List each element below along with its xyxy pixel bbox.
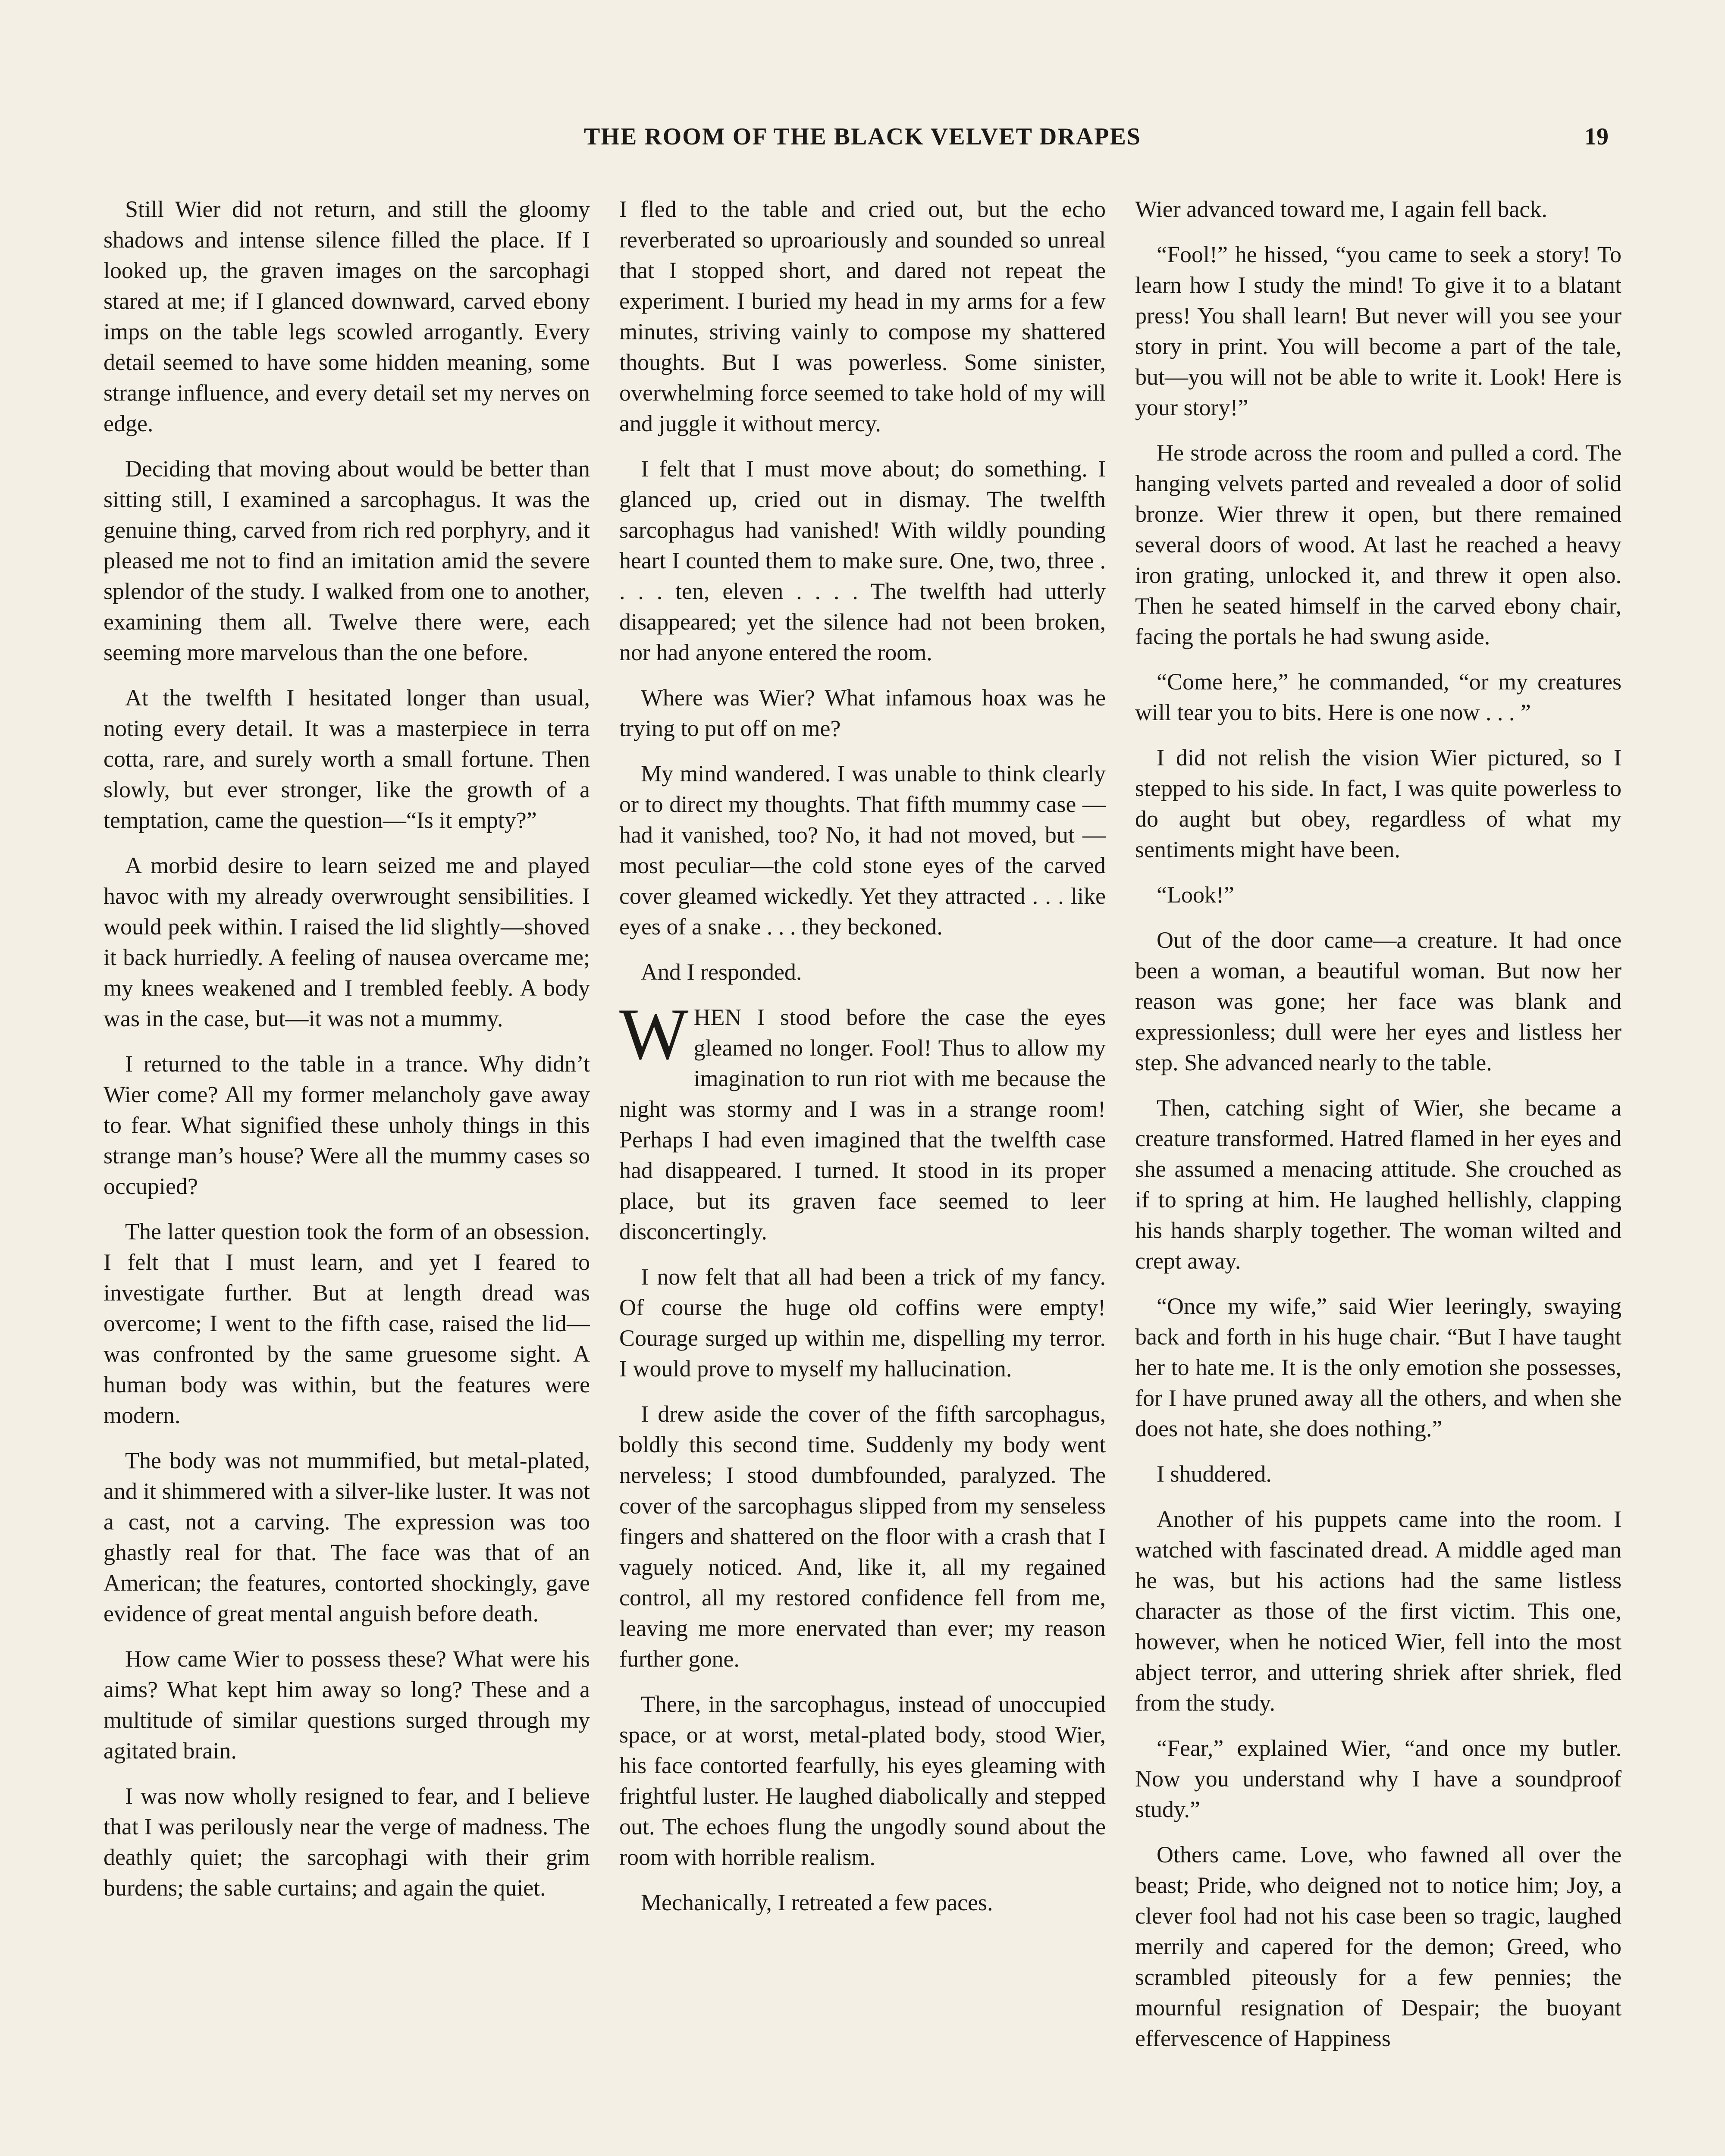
paragraph: I did not relish the vision Wier pictured, so I stepped to his side. In fact, I was quite powerless to do aught but obey, regardless of what my sentiments might have been. — [1135, 745, 1622, 862]
paragraph: I fled to the table and cried out, but the echo reverberated so uproariously and sounded so unreal that I stopped short, and dared not repeat the experiment. I buried my head in my arms for a few minutes, striving vainly to compose my shattered thoughts. But I was powerless. Some sinister, overwhelming force seemed to take hold of my will and juggle it without mercy. — [619, 196, 1106, 436]
paragraph: Deciding that moving about would be better than sitting still, I examined a sarcophagus. It was the genuine thing, carved from rich red porphyry, and it pleased me not to find an imitation amid the severe splendor of the study. I walked from one to another, examining them all. Twelve there were, each seeming more marvelous than the one before. — [104, 456, 590, 665]
paragraph: The latter question took the form of an obsession. I felt that I must learn, and yet I feared to investigate further. But at length dread was overcome; I went to the fifth case, raised the lid—was confronted by the same gruesome sight. A human body was within, but the features were modern. — [104, 1219, 590, 1428]
page-number: 19 — [1584, 123, 1609, 150]
paragraph: Then, catching sight of Wier, she became a creature transformed. Hatred flamed in her eyes and she assumed a menacing attitude. She crouched as if to spring at him. He laughed hellishly, clapping his hands sharply together. The woman wilted and crept away. — [1135, 1095, 1622, 1274]
paragraph: The body was not mummified, but metal-plated, and it shimmered with a silver-like luster. It was not a cast, not a carving. The expression was too ghastly real for that. The face was that of an American; the features, contorted shockingly, gave evidence of great mental anguish before death. — [104, 1448, 590, 1626]
paragraph: How came Wier to possess these? What were his aims? What kept him away so long? These and a multitude of similar questions surged through my agitated brain. — [104, 1646, 590, 1764]
paragraph: I felt that I must move about; do something. I glanced up, cried out in dismay. The twelfth sarcophagus had vanished! With wildly pounding heart I counted them to make sure. One, two, three . . . . ten, eleven . . . . The twelfth had utterly disappeared; yet the silence had not been broken, nor had anyone entered the room. — [619, 456, 1106, 665]
paragraph: He strode across the room and pulled a cord. The hanging velvets parted and revealed a door of solid bronze. Wier threw it open, but there remained several doors of wood. At last he reached a heavy iron grating, unlocked it, and threw it open also. Then he seated himself in the carved ebony chair, facing the portals he had swung aside. — [1135, 440, 1622, 649]
text-columns — [104, 194, 1622, 2156]
paragraph: I drew aside the cover of the fifth sarcophagus, boldly this second time. Suddenly my body went nerveless; I stood dumbfounded, paralyzed. The cover of the sarcophagus slipped from my senseless fingers and shattered on the floor with a crash that I vaguely noticed. And, like it, all my regained control, all my restored confidence fell from me, leaving me more enervated than ever; my reason further gone. — [619, 1401, 1106, 1672]
paragraph: Another of his puppets came into the room. I watched with fascinated dread. A middle aged man he was, but his actions had the same listless character as those of the first victim. This one, however, when he noticed Wier, fell into the most abject terror, and uttering shriek after shriek, fled from the study. — [1135, 1506, 1622, 1716]
paragraph: Out of the door came—a creature. It had once been a woman, a beautiful woman. But now her reason was gone; her face was blank and expressionless; dull were her eyes and listless her step. She advanced nearly to the table. — [1135, 927, 1622, 1075]
paragraph: I shuddered. — [1157, 1461, 1272, 1487]
column-1 — [104, 194, 590, 2156]
paragraph: I returned to the table in a trance. Why didn’t Wier come? All my former melancholy gave away to fear. What signified these unholy things in this strange man’s house? Were all the mummy cases so occupied? — [104, 1051, 590, 1199]
paragraph: “Fool!” he hissed, “you came to seek a story! To learn how I study the mind! To give it to a blatant press! You shall learn! But never will you see your story in print. You will become a part of the tale, but—you will not be able to write it. Look! Here is your story!” — [1135, 241, 1622, 420]
page-header — [108, 123, 1617, 175]
paragraph: “Look!” — [1157, 882, 1234, 908]
paragraph: Others came. Love, who fawned all over the beast; Pride, who deigned not to notice him; Joy, a clever fool had not his case been so tragic, laughed merrily and capered for the demon; Greed, who scrambled piteously for a few pennies; the mournful resignation of Despair; the buoyant effervescence of Happiness — [1135, 1842, 1622, 2051]
paragraph: Still Wier did not return, and still the gloomy shadows and intense silence filled the place. If I looked up, the graven images on the sarcophagi stared at me; if I glanced downward, carved ebony imps on the table legs scowled arrogantly. Every detail seemed to have some hidden meaning, some strange influence, and every detail set my nerves on edge. — [104, 196, 590, 436]
paragraph: A morbid desire to learn seized me and played havoc with my already overwrought sensibilities. I would peek within. I raised the lid slightly—shoved it back hurriedly. A feeling of nausea overcame me; my knees weakened and I trembled feebly. A body was in the case, but—it was not a mummy. — [104, 852, 590, 1031]
paragraph: And I responded. — [641, 959, 802, 985]
paragraph: “Fear,” explained Wier, “and once my butler. Now you understand why I have a soundproof study.” — [1135, 1735, 1622, 1822]
paragraph: “Once my wife,” said Wier leeringly, swaying back and forth in his huge chair. “But I have taught her to hate me. It is the only emotion she possesses, for I have pruned away all the others, and when she does not hate, she does nothing.” — [1135, 1293, 1622, 1442]
paragraph: I was now wholly resigned to fear, and I believe that I was perilously near the verge of madness. The deathly quiet; the sarcophagi with their grim burdens; the sable curtains; and again the quiet. — [104, 1783, 590, 1901]
paragraph: Mechanically, I retreated a few paces. — [641, 1890, 993, 1915]
paragraph-text: HEN I stood before the case the eyes gleamed no longer. Fool! Thus to allow my imagination to run riot with me because the night was stormy and I was in a strange room! Perhaps I had even imagined that the twelfth case had disappeared. I turned. It stood in its proper place, but its graven face seemed to leer disconcertingly. — [619, 1004, 1106, 1244]
paragraph: Where was Wier? What infamous hoax was he trying to put off on me? — [619, 685, 1106, 741]
drop-cap: W — [619, 993, 689, 1075]
paragraph: At the twelfth I hesitated longer than usual, noting every detail. It was a masterpiece in terra cotta, rare, and surely worth a small fortune. Then slowly, but ever stronger, like the growth of a temptation, came the question—“Is it empty?” — [104, 685, 590, 833]
paragraph: My mind wandered. I was unable to think clearly or to direct my thoughts. That fifth mummy case — had it vanished, too? No, it had not moved, but —most peculiar—the cold stone eyes of the carved cover gleamed wickedly. Yet they attracted . . . like eyes of a snake . . . they beckoned. — [619, 761, 1106, 940]
paragraph: Wier advanced toward me, I again fell back. — [1135, 196, 1547, 222]
column-3 — [1135, 194, 1622, 2156]
paragraph: There, in the sarcophagus, instead of unoccupied space, or at worst, metal-plated body, stood Wier, his face contorted fearfully, his eyes gleaming with frightful luster. He laughed diabolically and stepped out. The echoes flung the ungodly sound about the room with horrible realism. — [619, 1691, 1106, 1870]
paragraph: “Come here,” he commanded, “or my creatures will tear you to bits. Here is one now . . . ” — [1135, 669, 1622, 725]
paragraph: I now felt that all had been a trick of my fancy. Of course the huge old coffins were empty! Courage surged up within me, dispelling my terror. I would prove to myself my hallucination. — [619, 1264, 1106, 1382]
running-title: THE ROOM OF THE BLACK VELVET DRAPES — [584, 123, 1141, 150]
section-opening-paragraph — [619, 993, 1106, 1247]
column-2 — [619, 194, 1106, 2156]
